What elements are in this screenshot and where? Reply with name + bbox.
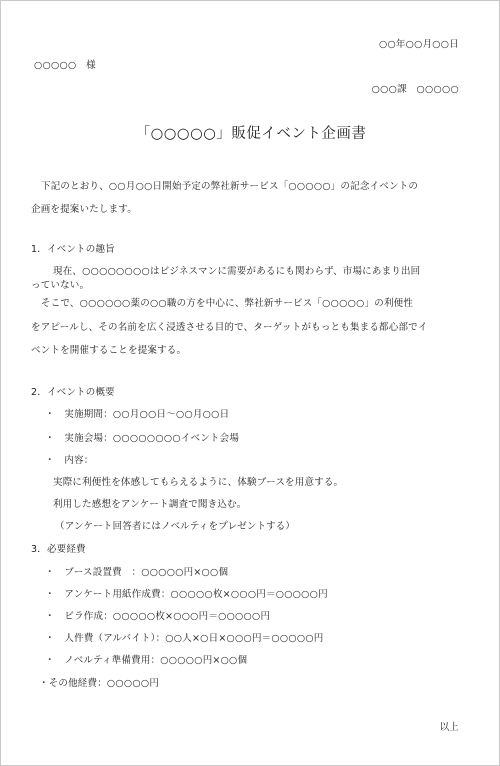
section-1-line-4: をアピールし、その名前を広く浸透させる目的で、ターゲットがもっとも集まる都心部でイ	[31, 322, 428, 333]
list-item: ・ アンケート用紙作成費：○○○○○枚×○○○円＝○○○○○円	[45, 589, 328, 600]
sender-name: ○○○課 ○○○○○	[371, 84, 459, 95]
recipient-name: ○○○○○ 様	[34, 60, 96, 71]
document-title: 「○○○○○」販促イベント企画書	[135, 126, 367, 142]
document-date: ○○年○○月○○日	[378, 39, 459, 50]
content-line: （アンケート回答者にはノベルティをプレゼントする）	[55, 521, 296, 532]
section-3-heading: 3．必要経費	[31, 544, 86, 555]
intro-line-2: 企画を提案いたします。	[31, 204, 137, 215]
section-1-heading: 1．イベントの趣旨	[31, 244, 115, 255]
section-1-line-1: 現在、○○○○○○○○はビジネスマンに需要があるにも関わらず、市場にあまり出回	[53, 266, 421, 277]
section-1-line-5: ベントを開催することを提案する。	[31, 345, 187, 356]
intro-line-1: 下記のとおり、○○月○○日開始予定の弊社新サービス「○○○○○」の記念イベントの	[41, 181, 419, 192]
list-item: ・ ビラ作成：○○○○○枚×○○○円＝○○○○○円	[45, 611, 271, 622]
list-item: ・その他経費：○○○○○円	[39, 678, 160, 689]
list-item: ・ 人件費（アルバイト）：○○人×○日×○○○円＝○○○○○円	[45, 633, 324, 644]
section-1-line-2: っていない。	[31, 280, 90, 291]
list-item: ・ ノベルティ準備費用：○○○○○円×○○個	[45, 655, 248, 666]
list-item: ・ ブース設置費 ：○○○○○円×○○個	[45, 567, 229, 578]
section-2-heading: 2．イベントの概要	[31, 387, 115, 398]
closing-text: 以上	[439, 722, 459, 733]
list-item: ・ 実施期間：○○月○○日～○○月○○日	[45, 409, 230, 420]
content-line: 利用した感想をアンケート調査で聞き込む。	[53, 499, 247, 510]
list-item: ・ 内容：	[45, 455, 94, 466]
section-1-line-3: そこで、○○○○○○薬の○○職の方を中心に、弊社新サービス「○○○○○」の利便性	[41, 298, 414, 309]
list-item: ・ 実施会場：○○○○○○○○イベント会場	[45, 433, 240, 444]
content-line: 実際に利便性を体感してもらえるように、体験ブースを用意する。	[53, 477, 344, 488]
